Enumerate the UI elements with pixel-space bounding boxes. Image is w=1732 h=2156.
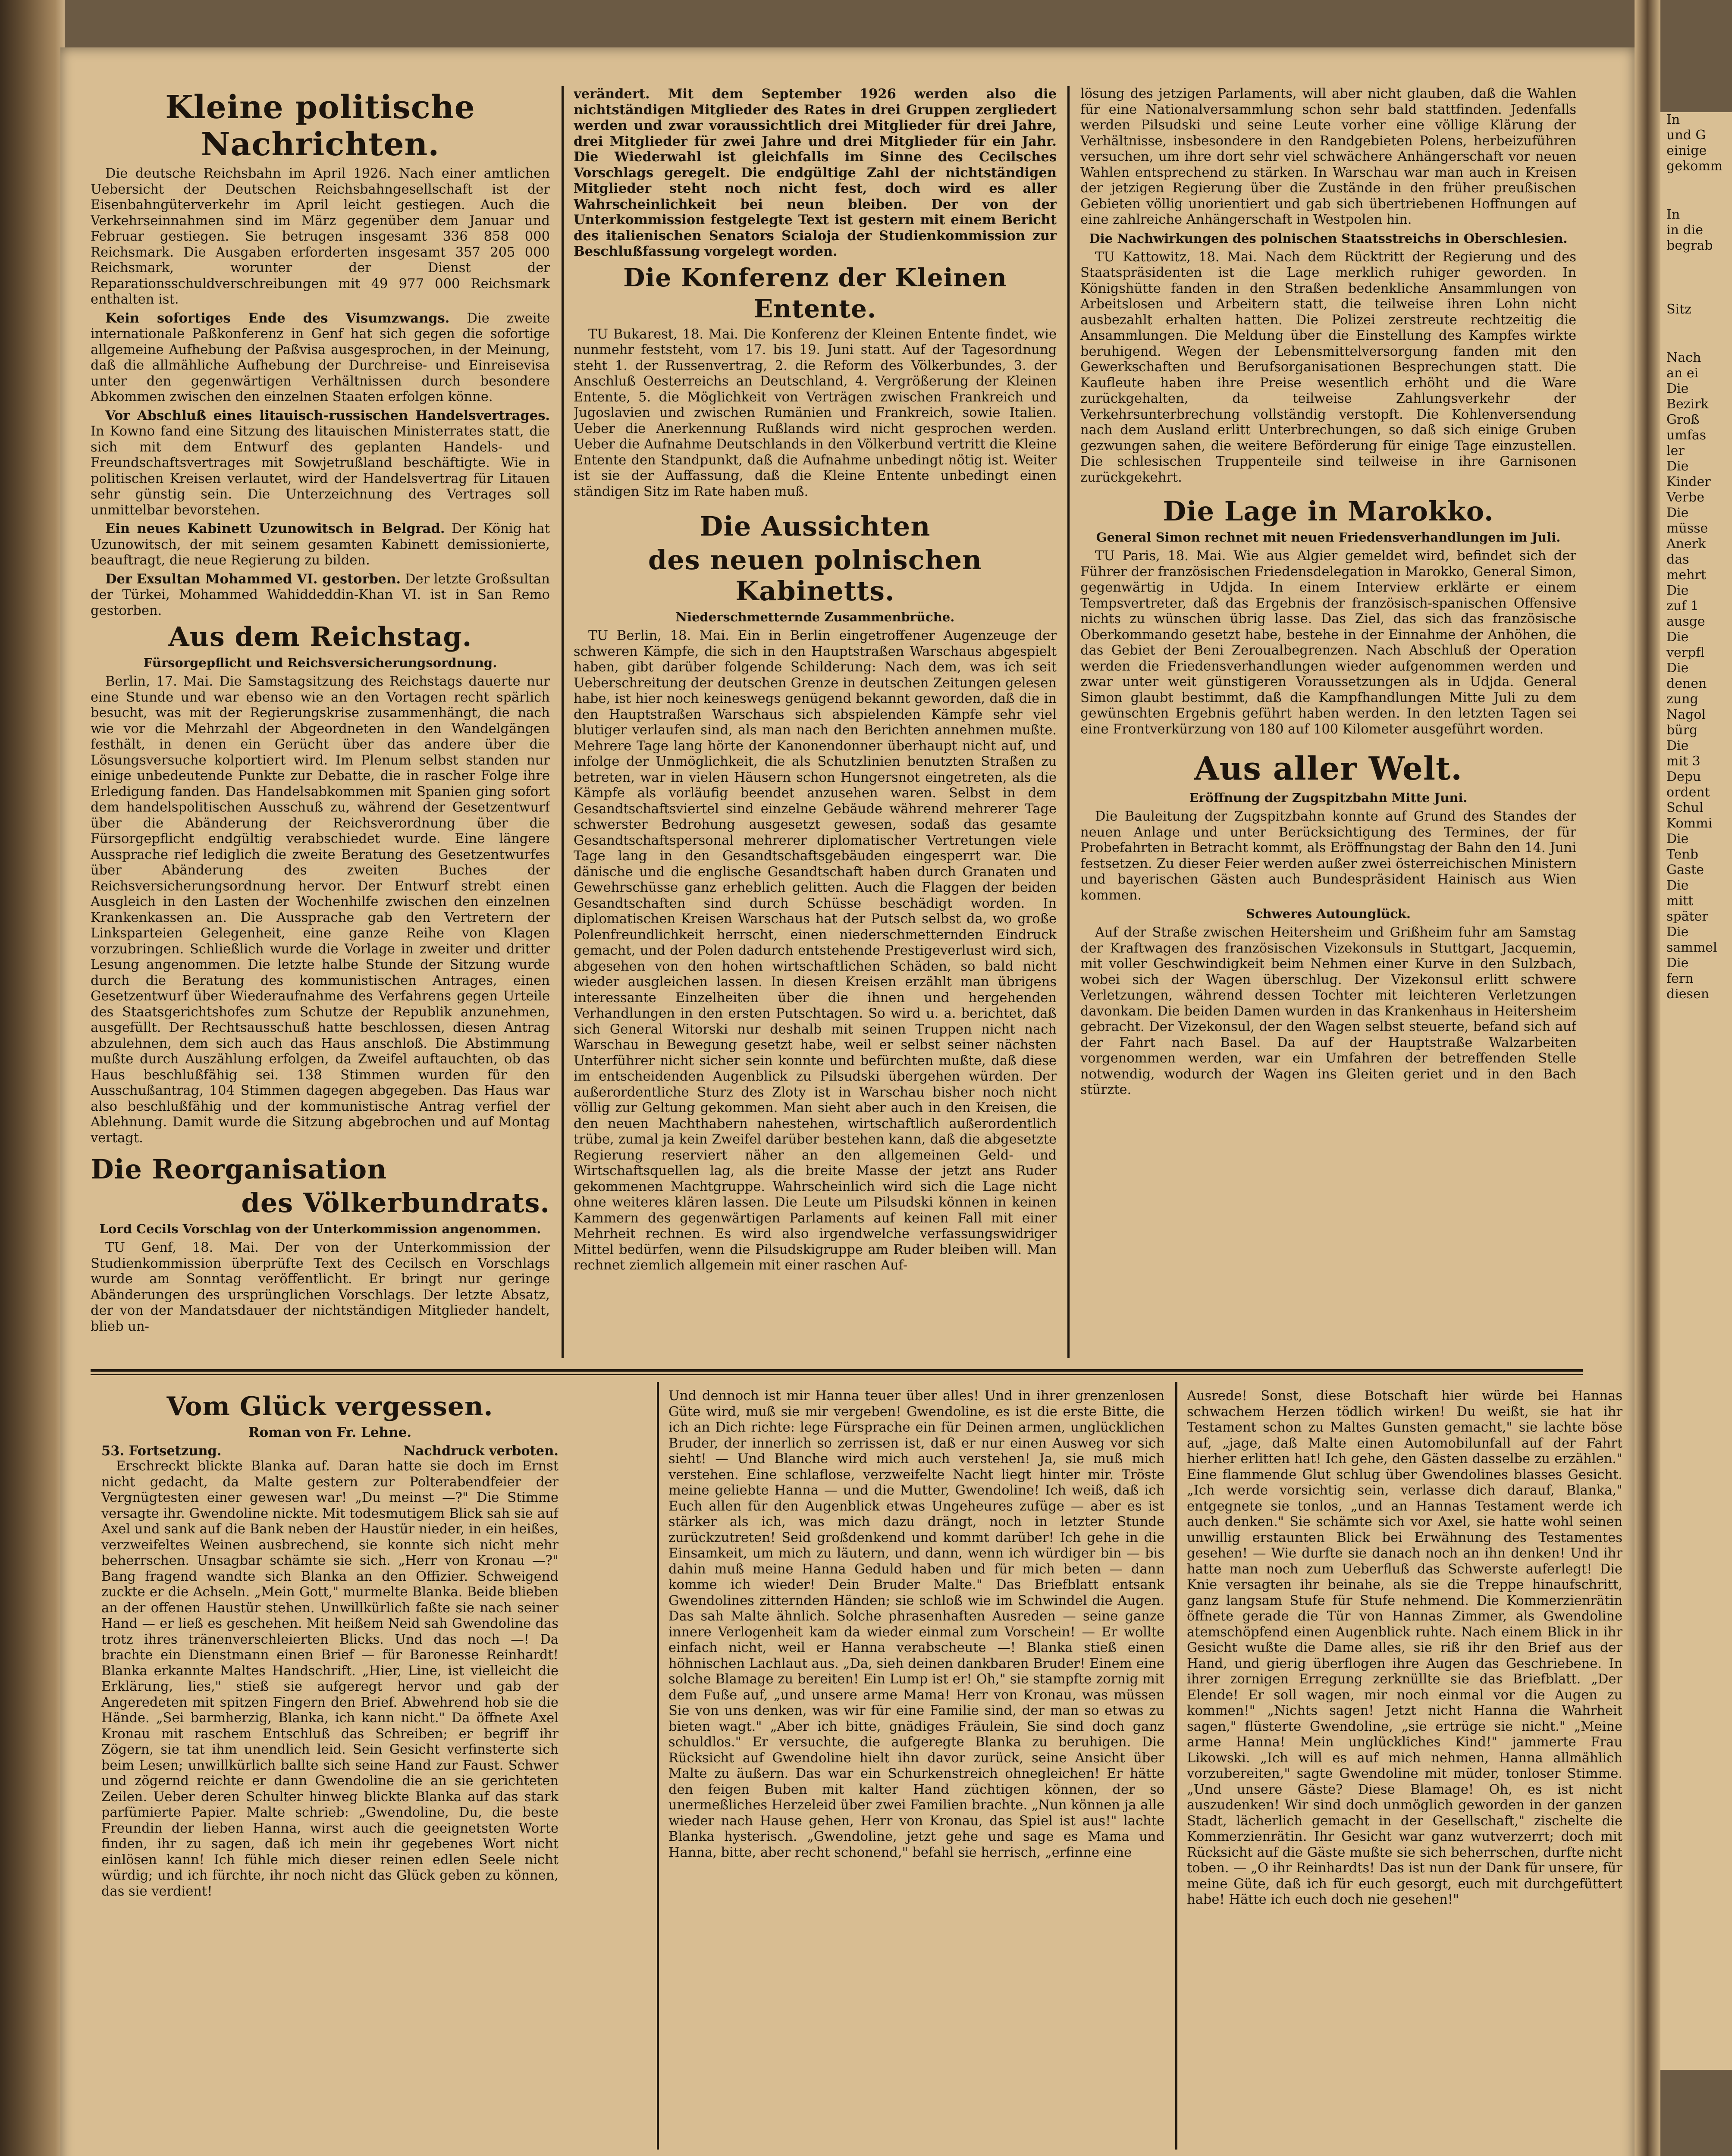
adjacent-page-fragment: Die [1666, 583, 1689, 598]
novel-meta-row [101, 1443, 559, 1459]
adjacent-page-fragment: Sitz [1666, 302, 1692, 317]
adjacent-page-fragment: mehrt [1666, 567, 1706, 583]
adjacent-page-fragment: begrab [1666, 238, 1713, 253]
novel-notice: Nachdruck verboten. [403, 1443, 559, 1459]
book-edge [0, 0, 65, 2156]
headline-reichstag: Aus dem Reichstag. [168, 621, 472, 652]
adjacent-page-fragment: Groß [1666, 412, 1700, 427]
subhead-reichstag: Fürsorgepflicht und Reichsversicherungsordnung. [143, 655, 497, 670]
adjacent-page-fragment: mit 3 [1666, 754, 1701, 769]
adjacent-page-fragment: ordent [1666, 785, 1710, 800]
book-spine [1635, 0, 1660, 2156]
adjacent-page-fragment: umfas [1666, 428, 1707, 443]
adjacent-page-fragment: Nagol [1666, 707, 1706, 722]
article-polen-continued: lösung des jetzigen Parlaments, will aber nicht glauben, daß die Wahlen für eine Nationalversammlung schon sehr bald stattfinden. Jedenfalls werden Pilsudski und seine Leute vorher eine völlige Klärung der Verhältnisse, insbesondere in den Randgebieten Polens, herbeizuführen versuchen, um ihre dort sehr viel schwächere Anhängerschaft vor neuen Wahlen entsprechend zu stärken. In Warschau war man auch in Kreisen der jetzigen Regierung über die Zustände in den früher preußischen Gebieten völlig unorientiert und gab sich übertriebenen Hoffnungen auf eine zahlreiche Anhängerschaft in Westpolen hin. [1080, 86, 1576, 227]
adjacent-page-fragment: gekomm [1666, 159, 1723, 174]
adjacent-page-edge [1660, 112, 1732, 2070]
adjacent-page-fragment: und G [1666, 128, 1706, 143]
adjacent-page-fragment [1666, 174, 1732, 190]
adjacent-page-fragment: Kinder [1666, 474, 1711, 489]
article-marokko: TU Paris, 18. Mai. Wie aus Algier gemeldet wird, befindet sich der Führer der französischen Friedensdelegation in Marokko, General Simon, gegenwärtig in Udjda. In einem Interview erklärte er einem Tempsvertreter, daß das Ergebnis der französisch-spanischen Offensive nichts zu wünschen übrig lasse. Das Ziel, das sich das französische Oberkommando gesetzt habe, bestehe in der Einnahme der Anhöhen, die das Gebiet der Beni Zeroualbegrenzen. Nach Abschluß der Operation werden die Friedensverhandlungen wieder aufgenommen werden und zwar unter weit günstigeren Voraussetzungen als in Udjda. General Simon glaubt bestimmt, daß die Kampfhandlungen Mitte Juli zu dem gewünschten Ergebnis geführt haben werden. In den letzten Tagen sei eine Frontverkürzung von 180 auf 100 Kilometer ausgeführt worden. [1080, 548, 1576, 737]
headline-kleine-nachrichten: Kleine politische Nachrichten. [165, 89, 475, 163]
section-divider [91, 1369, 1583, 1372]
adjacent-page-fragment: Tenb [1666, 847, 1698, 862]
adjacent-page-fragment: mitt [1666, 893, 1694, 909]
adjacent-page-fragment: Die [1666, 738, 1689, 753]
article-polen: TU Berlin, 18. Mai. Ein in Berlin eingetroffener Augenzeuge der schweren Kämpfe, die sich in den Hauptstraßen Warschaus abgespielt haben, gibt darüber folgende Schilderung: Nach dem, was ich seit Ueberschreitung der deutschen Grenze in deutschen Zeitungen gelesen habe, ist hier noch keineswegs genügend bekannt geworden, daß die in den Hauptstraßen Warschaus sich abspielenden Kämpfe sehr viel blutiger verlaufen sind, als man nach den Berichten annehmen mußte. Mehrere Tage lang hörte der Kanonendonner überhaupt nicht auf, und infolge der Unmöglichkeit, die als Schutzlinien benutzten Straßen zu betreten, war in vielen Häusern schon Hungersnot eingetreten, als die Kämpfe als vorläufig beendet anzusehen waren. Selbst in dem Gesandtschaftsviertel sind einzelne Gebäude während mehrerer Tage schwerster Bedrohung ausgesetzt gewesen, sodaß das gesamte Gesandtschaftspersonal mehrerer diplomatischer Vertretungen viele Tage lang in den Gesandtschaftsgebäuden eingesperrt war. Die dänische und die englische Gesandtschaft haben durch Granaten und Gewehrschüsse ganz erheblich gelitten. Auch die Flaggen der beiden Gesandtschaften sind durch Schüsse beschädigt worden. In diplomatischen Kreisen Warschaus hat der Putsch selbst da, wo große Polenfreundlichkeit herrscht, einen niederschmetternden Eindruck gemacht, und der Polen dadurch entstehende Prestigeverlust wird sich, abgesehen von den hohen wirtschaftlichen Schäden, so bald nicht wieder ausgleichen lassen. In diesen Kreisen erzählt man übrigens interessante Einzelheiten über die ihnen und hergehenden Verhandlungen in den ersten Putschtagen. So wird u. a. berichtet, daß sich General Witorski nur deshalb mit seinen Truppen nicht nach Warschau in Bewegung gesetzt habe, weil er selbst seiner nächsten Unterführer nicht sicher sein konnte und befürchten mußte, daß diese im entscheidenden Augenblick zu Pilsudski übergehen würden. Der außerordentliche Sturz des Zloty ist in Warschau bisher noch nicht völlig zur Geltung gekommen. Man sieht aber auch in den Kreisen, die den neuen Machthabern nahestehen, wirtschaftlich außerordentlich trübe, zumal ja kein Zweifel darüber bestehen kann, daß die abgesetzte Regierung reserviert näher an den allgemeinen Geld- und Wirtschaftsquellen lag, als die breite Masse der jetzt ans Ruder gekommenen Machtgruppe. Wahrscheinlich wird sich die Lage nicht ohne weiteres klären lassen. Die Leute um Pilsudski können in keinen Kammern des gegenwärtigen Parlaments auf keinen Fall mit einer Mehrheit rechnen. Es wird also irgendwelche verfassungswidriger Mittel bedürfen, wenn die Pilsudskigruppe am Ruder bleiben will. Man rechnet ziemlich allgemein mit einer raschen Auf- [574, 628, 1057, 1273]
adjacent-page-fragment [1666, 269, 1732, 285]
adjacent-page-fragment: Die [1666, 630, 1689, 645]
adjacent-page-fragment: diesen [1666, 987, 1710, 1002]
article-oberschlesien: TU Kattowitz, 18. Mai. Nach dem Rücktritt der Regierung und des Staatspräsidenten ist die Lage merklich ruhiger geworden. In Königshütte fanden in den Straßen bedenkliche Ansammlungen von Arbeitslosen und Arbeitern statt, die teilweise ihren Lohn nicht ausbezahlt erhalten hatten. Die Polizei zerstreute rechtzeitig die Ansammlungen. Die Meldung über die Einstellung des Kampfes wirkte beruhigend. Wegen der Lebensmittelversorgung fanden mit den Gewerkschaften und Berufsorganisationen Besprechungen statt. Die Kaufleute haben ihre Preise wesentlich erhöht und die Ware zurückgehalten, da teilweise Zahlungsverkehr der Verkehrsunterbrechung vollständig verstopft. Die Kohlenversendung nach dem Ausland erlitt Unterbrechungen, so daß sich einige Gruben gezwungen sahen, die weitere Beförderung für einige Tage einzustellen. Die schlesischen Truppenteile sind teilweise in ihre Garnisonen zurückgekehrt. [1080, 249, 1576, 485]
adjacent-page-text [1660, 112, 1732, 1002]
news-item: Ein neues Kabinett Uzunowitsch in Belgrad. Der König hat Uzunowitsch, der mit seinem gesamten Kabinett demissionierte, beauftragt, die neue Regierung zu bilden. [91, 521, 550, 568]
adjacent-page-fragment: Die [1666, 831, 1689, 846]
novel-column-1 [101, 1388, 559, 2139]
novel-text: Ausrede! Sonst, diese Botschaft hier würde bei Hannas schwachem Herzen tödlich wirken! Du weißt, sie hat ihr Testament schon zu Maltes Gunsten gemacht," sie lachte böse auf, „jage, daß Malte einen Automobilunfall auf der Fahrt hierher erlitten hat! Ich gehe, den Gästen dasselbe zu erzählen." Eine flammende Glut schlug über Gwendolines blasses Gesicht. „Ich werde vorsichtig sein, verlasse dich darauf, Blanka," entgegnete sie tonlos, „und an Hannas Testament werde ich auch denken." Sie schämte sich vor Axel, sie hatte wohl seinen unwillig erstaunten Blick bei Erwähnung des Testamentes gesehen! — Wie durfte sie danach noch an ihn denken! Und ihr hatte man noch zum Ueberfluß das Schwerste auferlegt! Die Knie versagten ihr beinahe, als sie die Treppe hinaufschritt, ganz langsam Stufe für Stufe nehmend. Die Kommerzienrätin öffnete gerade die Tür von Hannas Zimmer, als Gwendoline atemschöpfend einen Augenblick ruhte. Nach einem Blick in ihr Gesicht wußte die Dame alles, sie riß ihr den Brief aus der Hand, und gierig überflogen ihre Augen das Geschriebene. In ihrer zornigen Erregung zerknüllte sie das Briefblatt. „Der Elende! Er soll wagen, mir noch einmal vor die Augen zu kommen!" „Nichts sagen! Jetzt nicht Hanna die Wahrheit sagen," flüsterte Gwendoline, „sie ertrüge sie nicht." „Meine arme Hanna! Mein unglückliches Kind!" jammerte Frau Likowski. „Ich will es auf mich nehmen, Hanna allmählich vorzubereiten," sagte Gwendoline mit müder, tonloser Stimme. „Und unsere Gäste? Diese Blamage! Oh, es ist nicht auszudenken! Wir sind doch unmöglich geworden in der ganzen Stadt, lächerlich gemacht in der Gesellschaft," zischelte die Kommerzienrätin. Ihr Gesicht war ganz wutverzerrt; doch mit Rücksicht auf die Gäste mußte sie sich beherrschen, durfte nicht toben. — „O ihr Reinhardts! Das ist nun der Dank für unsere, für meine Güte, daß ich für euch gesorgt, euch mit durchgefüttert habe! Hätte ich euch doch nie gesehen!" [1187, 1388, 1622, 1907]
adjacent-page-fragment: Die [1666, 956, 1689, 971]
adjacent-page-fragment: In [1666, 207, 1680, 222]
headline-aus-aller-welt: Aus aller Welt. [1194, 750, 1462, 787]
adjacent-page-fragment: Die [1666, 459, 1689, 474]
article-zugspitzbahn: Die Bauleitung der Zugspitzbahn konnte auf Grund des Standes der neuen Anlage und unter Berücksichtigung des Termines, der für Probefahrten in Betracht kommt, als Eröffnungstag der Bahn den 14. Juni festsetzen. Zu dieser Feier werden außer zwei österreichischen Ministern und bayerischen Gästen auch Bundespräsident Hainisch aus Wien kommen. [1080, 809, 1576, 903]
adjacent-page-fragment: einige [1666, 143, 1707, 158]
adjacent-page-fragment: ler [1666, 443, 1685, 458]
adjacent-page-fragment: denen [1666, 676, 1707, 691]
adjacent-page-fragment: in die [1666, 222, 1704, 238]
subhead-oberschlesien: Die Nachwirkungen des polnischen Staatsstreichs in Oberschlesien. [1089, 231, 1568, 246]
adjacent-page-fragment: Die [1666, 381, 1689, 396]
section-divider-thin [91, 1374, 1583, 1375]
subhead-autounglueck: Schweres Autounglück. [1246, 906, 1411, 921]
adjacent-page-fragment: Kommi [1666, 816, 1713, 831]
adjacent-page-fragment: müsse [1666, 521, 1708, 536]
adjacent-page-fragment [1666, 317, 1732, 333]
column-rule [657, 1382, 659, 2150]
news-column-3 [1080, 86, 1576, 1363]
adjacent-page-fragment: an ei [1666, 366, 1699, 381]
novel-text: Erschreckt blickte Blanka auf. Daran hatte sie doch im Ernst nicht gedacht, da Malte gestern zur Polterabendfeier der Vergnügtesten einer gewesen war! „Du meinst —?" Die Stimme versagte ihr. Gwendoline nickte. Mit todesmutigem Blick sah sie auf Axel und sank auf die Bank neben der Haustür nieder, in ein heißes, verzweifeltes Weinen ausbrechend, sie konnte sich nicht mehr beherrschen. Unsagbar schämte sie sich. „Herr von Kronau —?" Bang fragend wandte sich Blanka an den Offizier. Schweigend zuckte er die Achseln. „Mein Gott," murmelte Blanka. Beide blieben an der offenen Haustür stehen. Unwillkürlich faßte sie nach seiner Hand — er ließ es geschehen. Mit heißem Neid sah Gwendoline das trotz ihres tränenverschleierten Blicks. Und das noch —! Da brachte ein Dienstmann einen Brief — für Baronesse Reinhardt! Blanka erkannte Maltes Handschrift. „Hier, Line, ist vielleicht die Erklärung, lies," stieß sie aufgeregt hervor und gab der Angeredeten mit spitzen Fingern den Brief. Abwehrend hob sie die Hände. „Sei barmherzig, Blanka, ich kann nicht." Da öffnete Axel Kronau mit raschem Entschluß das Schreiben; er begriff ihr Zögern, sie tat ihm unendlich leid. Sein Gesicht verfinsterte sich beim Lesen; unwillkürlich ballte sich seine Hand zur Faust. Schwer und zögernd reichte er dann Gwendoline die an sie gerichteten Zeilen. Ueber deren Schulter hinweg blickte Blanka auf das stark parfümierte Papier. Malte schrieb: „Gwendoline, Du, die beste Freundin der lieben Hanna, wirst auch die geeignetsten Worte finden, ihr zu sagen, daß ich mein ihr gegebenes Wort nicht einlösen kann! Ich fühle mich dieser reinen edlen Seele nicht würdig; und ich fürchte, ihr noch nicht das Glück geben zu können, das sie verdient! [101, 1459, 559, 1899]
headline-marokko: Die Lage in Marokko. [1163, 495, 1494, 527]
adjacent-page-fragment: Bezirk [1666, 397, 1709, 412]
adjacent-page-fragment: sammel [1666, 940, 1717, 955]
novel-installment: 53. Fortsetzung. [101, 1443, 222, 1459]
adjacent-page-fragment: Die [1666, 924, 1689, 940]
article-reichstag: Berlin, 17. Mai. Die Samstagsitzung des Reichstags dauerte nur eine Stunde und war ebenso wie an den Vortagen recht spärlich besucht, was mit der Regierungskrise zusammenhängt, die nach wie vor die Mehrzahl der Abgeordneten in den Wandelgängen festhält, in denen ein Gerücht über das andere über die Lösungsversuche kolportiert wird. Im Plenum selbst standen nur einige unbedeutende Punkte zur Debatte, die in rascher Folge ihre Erledigung fanden. Das Handelsabkommen mit Spanien ging sofort dem handelspolitischen Ausschuß zu, während der Gesetzentwurf über die Abänderung der Reichsverordnung über die Fürsorgepflicht endgültig verabschiedet wurde. Eine längere Aussprache rief lediglich die zweite Beratung des Gesetzentwurfes über Abänderung des zweiten Buches der Reichsversicherungsordnung hervor. Der Entwurf strebt einen Ausgleich in den Lasten der Wochenhilfe zwischen den einzelnen Krankenkassen an. Die Aussprache gab den Vertretern der Linksparteien Gelegenheit, eine ganze Reihe von Klagen vorzubringen. Schließlich wurde die Vorlage in zweiter und dritter Lesung angenommen. Die letzte halbe Stunde der Sitzung wurde durch die Beratung des kommunistischen Antrages, einen Gesetzentwurf über Wiederaufnahme des Verfahrens gegen Urteile des Staatsgerichtshofes zum Schutze der Republik anzunehmen, ausgefüllt. Der Rechtsausschuß hatte beschlossen, diesen Antrag abzulehnen, dem sich auch das Haus anschloß. Die Abstimmung mußte durch Auszählung erfolgen, da Zweifel auftauchten, ob das Haus beschlußfähig sei. 138 Stimmen wurden für den Ausschußantrag, 104 Stimmen dagegen abgegeben. Das Haus war also beschlußfähig und der kommunistische Antrag verfiel der Ablehnung. Damit wurde die Sitzung abgebrochen und auf Montag vertagt. [91, 674, 550, 1146]
article-voelkerbund-continued: verändert. Mit dem September 1926 werden also die nichtständigen Mitglieder des Rates in drei Gruppen zergliedert werden und zwar voraussichtlich drei Mitglieder für drei Jahre, drei Mitglieder für zwei Jahre und drei Mitglieder für ein Jahr. Die Wiederwahl ist gleichfalls im Sinne des Cecilsches Vorschlags geregelt. Die endgültige Zahl der nichtständigen Mitglieder steht noch nicht fest, doch wird es aller Wahrscheinlichkeit bei neun bleiben. Der von der Unterkommission festgelegte Text ist gestern mit einem Bericht des italienischen Senators Scialoja der Studienkommission zur Beschlußfassung vorgelegt worden. [574, 86, 1057, 259]
novel-column-3 [1187, 1388, 1622, 2147]
column-rule [1067, 86, 1070, 1358]
article-autounglueck: Auf der Straße zwischen Heitersheim und Grißheim fuhr am Samstag der Kraftwagen des französischen Vizekonsuls in Stuttgart, Jacquemin, mit voller Geschwindigkeit beim Nehmen einer Kurve in den Sulzbach, wobei sich der Wagen überschlug. Der Vizekonsul erlitt schwere Verletzungen, während dessen Tochter mit leichteren Verletzungen davonkam. Die beiden Damen wurden in das Krankenhaus in Heitersheim gebracht. Der Vizekonsul, der den Wagen selbst steuerte, befand sich auf der Fahrt nach Basel. Da auf der Hauptstraße Walzarbeiten vorgenommen werden, war ein Umfahren der betreffenden Stelle notwendig, wodurch der Wagen ins Gleiten geriet und in den Bach stürzte. [1080, 925, 1576, 1097]
adjacent-page-fragment: zuf 1 [1666, 599, 1699, 614]
column-rule [562, 86, 564, 1358]
novel-column-2 [668, 1388, 1164, 2147]
adjacent-page-fragment: Die [1666, 505, 1689, 520]
news-column-2 [574, 86, 1057, 1363]
subhead-marokko: General Simon rechnet mit neuen Friedensverhandlungen im Juli. [1096, 530, 1561, 545]
adjacent-page-fragment [1666, 254, 1732, 269]
novel-title: Vom Glück vergessen. [166, 1391, 493, 1422]
news-column-1 [91, 86, 550, 1363]
adjacent-page-fragment: ausge [1666, 614, 1705, 629]
headline-kleine-entente: Die Konferenz der Kleinen Entente. [623, 263, 1007, 323]
adjacent-page-fragment: Die [1666, 878, 1689, 893]
adjacent-page-fragment: Die [1666, 661, 1689, 676]
adjacent-page-fragment: Nach [1666, 350, 1701, 365]
newspaper-page [60, 47, 1635, 2156]
news-item: Die deutsche Reichsbahn im April 1926. Nach einer amtlichen Uebersicht der Deutschen Reichsbahngesellschaft ist der Eisenbahngüterverkehr im April leicht gestiegen. Auch die Verkehrseinnahmen sind im März gegenüber dem Januar und Februar gestiegen. Sie betrugen insgesamt 336 858 000 Reichsmark. Die Ausgaben erforderten insgesamt 357 205 000 Reichsmark, worunter der Dienst der Reparationsschuldverschreibungen mit 49 977 000 Reichsmark enthalten ist. [91, 166, 550, 307]
subhead-zugspitzbahn: Eröffnung der Zugspitzbahn Mitte Juni. [1189, 790, 1468, 805]
article-voelkerbund: TU Genf, 18. Mai. Der von der Unterkommission der Studienkommission überprüfte Text des Cecilsch en Vorschlags wurde am Sonntag veröffentlicht. Er bringt nur geringe Abänderungen des ursprünglichen Vorschlags. Der letzte Absatz, der von der Mandatsdauer der nichtständigen Mitglieder handelt, blieb un- [91, 1240, 550, 1334]
adjacent-page-fragment: bürg [1666, 723, 1698, 738]
headline-reorganisation-2: des Völkerbundrats. [241, 1187, 550, 1219]
adjacent-page-fragment: verpfl [1666, 645, 1705, 660]
novel-text: Und dennoch ist mir Hanna teuer über alles! Und in ihrer grenzenlosen Güte wird, muß sie mir vergeben! Gwendoline, es ist die erste Bitte, die ich an Dich richte: lege Fürsprache ein für Deinen armen, unglücklichen Bruder, der innerlich so zerrissen ist, daß er nur einen Ausweg vor sich sieht! — Und Blanche wird mich auch verstehen! Ja, sie muß mich verstehen. Eine schlaflose, verzweifelte Nacht liegt hinter mir. Tröste meine geliebte Hanna — und die Mutter, Gwendoline! Ich weiß, daß ich Euch allen für den Augenblick etwas Ungeheures zufüge — aber es ist stärker als ich, was mich dazu drängt, noch in letzter Stunde zurückzutreten! Seid großdenkend und kommt darüber! Ich gehe in die Einsamkeit, um mich zu läutern, und dann, wenn ich würdiger bin — bis dahin muß meine Hanna Geduld haben und für mich beten — dann komme ich wieder! Dein Bruder Malte." Das Briefblatt entsank Gwendolines zitternden Händen; sie schloß wie im Schwindel die Augen. Das sah Malte ähnlich. Solche phrasenhaften Ausreden — seine ganze innere Verlogenheit kam da wieder einmal zum Vorschein! — Er wollte einfach nicht, weil er Hanna verabscheute —! Blanka stieß einen höhnischen Lachlaut aus. „Da, sieh deinen dankbaren Bruder! Einem eine solche Blamage zu bereiten! Ein Lump ist er! Oh," sie stampfte zornig mit dem Fuße auf, „und unsere arme Mama! Herr von Kronau, was müssen Sie von uns denken, was wir für eine Familie sind, der man so etwas zu bieten wagt." „Aber ich bitte, gnädiges Fräulein, Sie sind doch ganz schuldlos." Er versuchte, die aufgeregte Blanka zu beruhigen. Die Rücksicht auf Gwendoline hielt ihn davor zurück, seine Ansicht über Malte zu äußern. Das war ein Schurkenstreich ohnegleichen! Er hätte den feigen Buben mit kalter Hand züchtigen können, der so unermeßliches Herzeleid über zwei Familien brachte. „Nun können ja alle wieder nach Hause gehen, Herr von Kronau, das Spiel ist aus!" lachte Blanka hysterisch. „Gwendoline, jetzt gehe und sage es Mama und Hanna, bitte, aber recht schonend," befahl sie herrisch, „erfinne eine [668, 1388, 1164, 1860]
article-kleine-entente: TU Bukarest, 18. Mai. Die Konferenz der Kleinen Entente findet, wie nunmehr feststeht, vom 17. bis 19. Juni statt. Auf der Tagesordnung steht 1. der Russenvertrag, 2. die Reform des Völkerbundes, 3. der Anschluß Oesterreichs an Deutschland, 4. Vergrößerung der Kleinen Entente, 5. die Möglichkeit von Verträgen zwischen Frankreich und Jugoslavien und zwischen Rumänien und Frankreich, sowie Italien. Ueber die Anerkennung Rußlands wird nicht gesprochen werden. Ueber die Aufnahme Deutschlands in den Völkerbund vertritt die Kleine Entente den Standpunkt, daß die Aufnahme unbedingt nötig ist. Weiter ist sie der Auffassung, daß die Kleine Entente unbedingt einen ständigen Sitz im Rate haben muß. [574, 326, 1057, 499]
news-item: Kein sofortiges Ende des Visumzwangs. Die zweite internationale Paßkonferenz in Genf hat sich gegen die sofortige allgemeine Aufhebung der Paßvisa ausgesprochen, in der Meinung, daß die allmähliche Aufhebung der Durchreise- und Einreisevisa unter den gegenwärtigen Verhältnissen durch besondere Abkommen zwischen den einzelnen Staaten erfolgen könne. [91, 310, 550, 404]
adjacent-page-fragment: In [1666, 112, 1680, 127]
adjacent-page-fragment: Anerk [1666, 536, 1706, 552]
adjacent-page-fragment: Verbe [1666, 490, 1704, 505]
headline-polen-2: des neuen polnischen Kabinetts. [648, 544, 982, 607]
adjacent-page-fragment: Gaste [1666, 862, 1704, 877]
headline-reorganisation-1: Die Reorganisation [91, 1153, 387, 1185]
subhead-polen: Niederschmetternde Zusammenbrüche. [675, 610, 955, 624]
subhead-voelkerbund: Lord Cecils Vorschlag von der Unterkommission angenommen. [99, 1222, 541, 1236]
adjacent-page-fragment: zung [1666, 692, 1698, 707]
adjacent-page-fragment: fern [1666, 971, 1694, 986]
adjacent-page-fragment: später [1666, 909, 1708, 924]
adjacent-page-fragment: Schul [1666, 800, 1704, 815]
novel-byline: Roman von Fr. Lehne. [248, 1425, 412, 1440]
column-rule [1175, 1382, 1177, 2150]
adjacent-page-fragment: Depu [1666, 769, 1701, 784]
news-item: Der Exsultan Mohammed VI. gestorben. Der letzte Großsultan der Türkei, Mohammed Wahiddeddin-Khan VI. ist in San Remo gestorben. [91, 571, 550, 618]
adjacent-page-fragment: das [1666, 552, 1689, 567]
news-item: Vor Abschluß eines litauisch-russischen Handelsvertrages. In Kowno fand eine Sitzung des litauischen Ministerrates statt, die sich mit dem Entwurf des geplanten Handels- und Freundschaftsvertrages mit Sowjetrußland beschäftigte. Wie in politischen Kreisen verlautet, wird der Handelsvertrag für Litauen sehr günstig sein. Die Unterzeichnung des Vertrages soll unmittelbar bevorstehen. [91, 407, 550, 518]
headline-polen-1: Die Aussichten [700, 511, 931, 542]
